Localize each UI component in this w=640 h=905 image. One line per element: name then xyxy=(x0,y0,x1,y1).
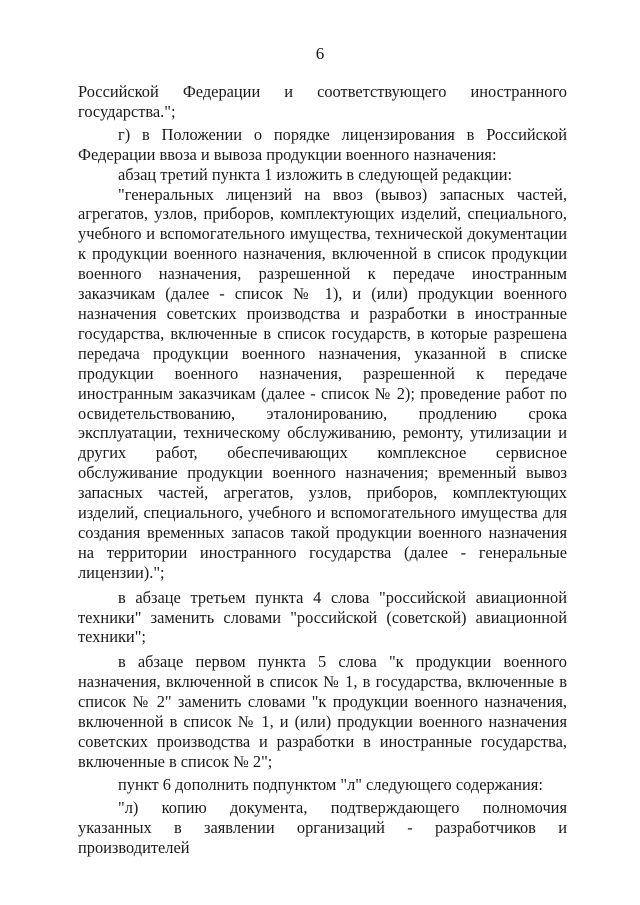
paragraph-general-licenses: "генеральных лицензий на ввоз (вывоз) запасных частей, агрегатов, узлов, приборов, комплектующих изделий, специального, учебного и вспомогательного имущества, технической документации к продукции военного назначения, включенной в список продукции военного назначения, разрешенной к передаче иностранным заказчикам (далее - список № 1), и (или) продукции военного назначения советских производства и разработки в иностранные государства, включенные в список государств, в которые разрешена передача продукции военного назначения, указанной в списке продукции военного назначения, разрешенной к передаче иностранным заказчикам (далее - список № 2); проведение работ по освидетельствованию, эталонированию, продлению срока эксплуатации, техническому обслуживанию, ремонту, утилизации и других работ, обеспечивающих комплексное сервисное обслуживание продукции военного назначения; временный вывоз запасных частей, агрегатов, узлов, приборов, комплектующих изделий, специального, учебного и вспомогательного имущества для создания временных запасов такой продукции военного назначения на территории иностранного государства (далее - генеральные лицензии)."; xyxy=(78,184,567,582)
paragraph-point-1: абзац третий пункта 1 изложить в следующей редакции: xyxy=(118,164,513,184)
paragraph-point-4: в абзаце третьем пункта 4 слова "российской авиационной техники" заменить словами "российской (советской) авиационной техники"; xyxy=(78,587,567,647)
paragraph-item-g: г) в Положении о порядке лицензирования в Российской Федерации ввоза и вывоза продукции военного назначения: xyxy=(78,124,567,164)
page-number: 6 xyxy=(315,44,325,63)
paragraph-point-5: в абзаце первом пункта 5 слова "к продукции военного назначения, включенной в список № 1, в государства, включенные в список № 2" заменить словами "к продукции военного назначения, включенной в список № 1, и (или) продукции военного назначения советских производства и разработки в иностранные государства, включенные в список № 2"; xyxy=(78,652,567,771)
paragraph-subpoint-l: "л) копию документа, подтверждающего полномочия указанных в заявлении организаций - разработчиков и производителей xyxy=(78,797,567,857)
paragraph-point-6: пункт 6 дополнить подпунктом "л" следующего содержания: xyxy=(118,774,543,794)
paragraph-continuation: Российской Федерации и соответствующего иностранного государства."; xyxy=(78,82,567,121)
document-body xyxy=(78,82,567,857)
